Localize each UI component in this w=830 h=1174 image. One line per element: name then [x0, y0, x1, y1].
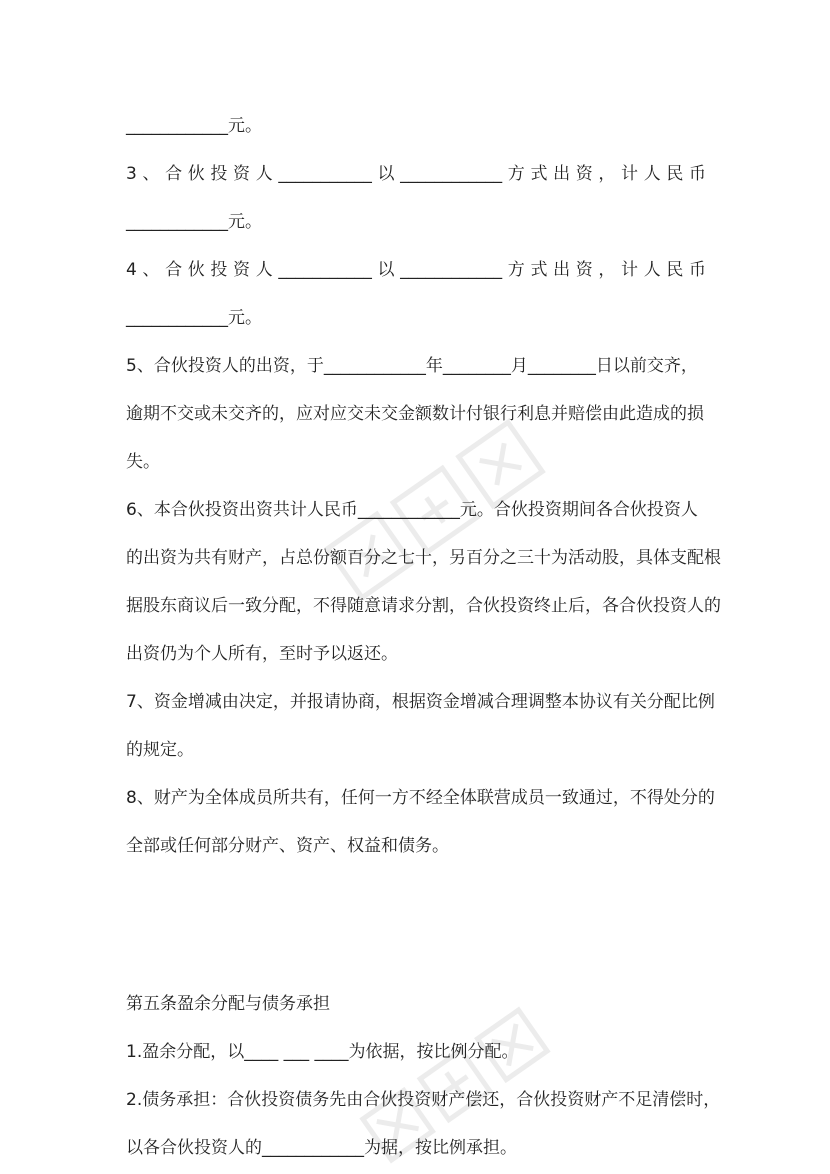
paragraph-line: 以各合伙投资人的____________为据，按比例承担。	[126, 1138, 517, 1158]
paragraph-line: ____________元。	[126, 116, 262, 136]
paragraph-line: 2.债务承担：合伙投资债务先由合伙投资财产偿还，合伙投资财产不足清偿时，	[126, 1090, 721, 1110]
paragraph-line: 的规定。	[126, 740, 194, 760]
paragraph-line: 出资仍为个人所有，至时予以返还。	[126, 644, 398, 664]
paragraph-line: 据股东商议后一致分配，不得随意请求分割，合伙投资终止后，各合伙投资人的	[126, 596, 721, 616]
paragraph-line: 逾期不交或未交齐的，应对应交未交金额数计付银行利息并赔偿由此造成的损	[126, 404, 704, 424]
paragraph-line: ____________元。	[126, 212, 262, 232]
section-heading: 第五条盈余分配与债务承担	[126, 994, 330, 1014]
paragraph-line: 失。	[126, 452, 160, 472]
paragraph-line: 4、合伙投资人___________以____________方式出资，计人民币	[126, 260, 706, 280]
paragraph-line: 8、财产为全体成员所共有，任何一方不经全体联营成员一致通过，不得处分的	[126, 788, 715, 808]
paragraph-line: 1.盈余分配，以____ ___ ____为依据，按比例分配。	[126, 1042, 519, 1062]
paragraph-line: 的出资为共有财产，占总份额百分之七十，另百分之三十为活动股，具体支配根	[126, 548, 721, 568]
paragraph-line: 3、合伙投资人___________以____________方式出资，计人民币	[126, 164, 706, 184]
paragraph-line: 全部或任何部分财产、资产、权益和债务。	[126, 836, 449, 856]
paragraph-line: ____________元。	[126, 308, 262, 328]
paragraph-line: 7、资金增减由决定，并报请协商，根据资金增减合理调整本协议有关分配比例	[126, 692, 715, 712]
paragraph-line: 5、合伙投资人的出资，于____________年________月________日以前交齐，	[126, 356, 698, 376]
paragraph-line: 6、本合伙投资出资共计人民币____________元。合伙投资期间各合伙投资人	[126, 500, 698, 520]
document-body	[126, 104, 721, 1158]
